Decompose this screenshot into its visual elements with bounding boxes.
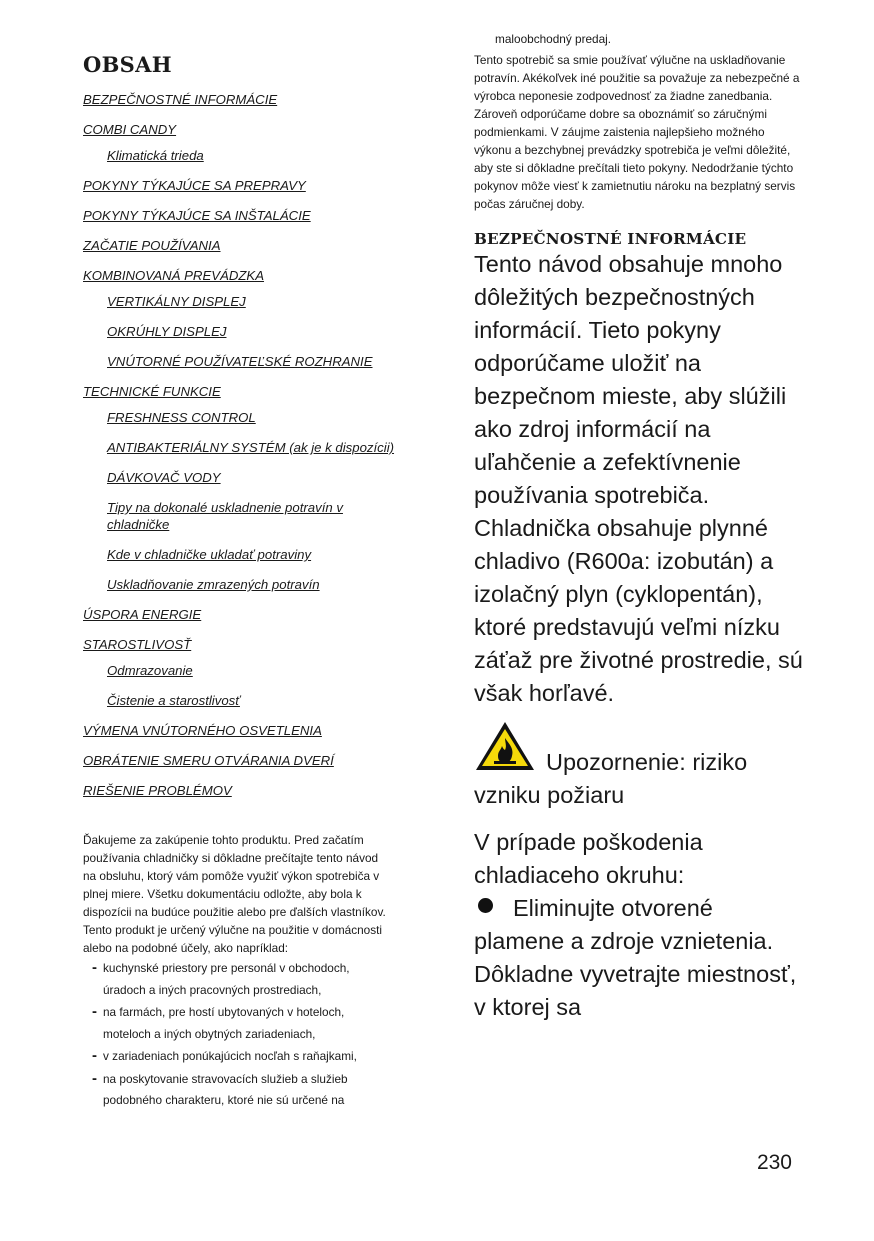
table-of-contents [83, 91, 413, 799]
list-item [83, 1069, 393, 1112]
safety-paragraph: Tento návod obsahuje mnoho dôležitých bezpečnostných informácií. Tieto pokyny odporúčame uložiť na bezpečnom mieste, aby slúžili ako zdroj informácií na uľahčenie a zefektívnenie používania spotrebiča. [474, 251, 787, 508]
dash-bullet-icon: - [92, 1047, 97, 1064]
usage-paragraph [474, 51, 804, 213]
toc-subitem[interactable]: Čistenie a starostlivosť [107, 693, 240, 708]
refrigerant-paragraph: Chladnička obsahuje plynné chladivo (R600a: izobután) a izolačný plyn (cyklopentán), ktoré predstavujú veľmi nízku záťaž pre životné prostredie, sú však horľavé. [474, 515, 803, 706]
toc-subitem[interactable]: VNÚTORNÉ POUŽÍVATEĽSKÉ ROZHRANIE [107, 354, 373, 369]
list-item [83, 1002, 393, 1045]
damage-intro: V prípade poškodenia chladiaceho okruhu: [474, 829, 703, 888]
toc-item[interactable]: POKYNY TÝKAJÚCE SA INŠTALÁCIE [83, 208, 311, 223]
toc-item[interactable]: KOMBINOVANÁ PREVÁDZKA [83, 268, 265, 283]
toc-item[interactable]: OBRÁTENIE SMERU OTVÁRANIA DVERÍ [83, 753, 334, 768]
section-heading: BEZPEČNOSTNÉ INFORMÁCIE [474, 230, 747, 248]
toc-item[interactable]: STAROSTLIVOSŤ [83, 637, 192, 652]
toc-item[interactable]: ZAČATIE POUŽÍVANIA [83, 238, 221, 253]
list-item-text: na farmách, pre hostí ubytovaných v hoteloch, moteloch a iných obytných zariadeniach, [103, 1005, 345, 1041]
toc-item[interactable]: COMBI CANDY [83, 122, 177, 137]
list-item-text: kuchynské priestory pre personál v obchodoch, úradoch a iných pracovných prostrediach, [103, 961, 350, 997]
warning-title-continued: vzniku požiaru [474, 782, 625, 808]
usage-text: Tento spotrebič sa smie používať výlučne na uskladňovanie potravín. Akékoľvek iné použitie sa považuje za nebezpečné a výrobca neponesie zodpovednosť za žiadne zanedbania. Zároveň odporúčame dobre sa oboznámiť so záručnými podmienkami. V záujme zaistenia najlepšieho možného výkonu a bezchybnej prevádzky spotrebiča je veľmi dôležité, aby ste si dôkladne prečítali tieto pokyny. Nedodržanie týchto pokynov môže viesť k zamietnutiu nároku na bezplatný servis počas záručnej doby. [474, 53, 800, 211]
toc-subitem[interactable]: ANTIBAKTERIÁLNY SYSTÉM (ak je k dispozícii) [107, 440, 395, 455]
list-item-text: na poskytovanie stravovacích služieb a služieb podobného charakteru, ktoré nie sú určené na [103, 1071, 348, 1107]
toc-subitem[interactable]: DÁVKOVAČ VODY [107, 470, 221, 485]
warning-title: Upozornenie: riziko [546, 749, 748, 775]
list-item [83, 1046, 393, 1068]
fire-warning [474, 720, 804, 812]
usage-list [83, 958, 388, 1112]
list-item [83, 958, 393, 1001]
list-item-text: v zariadeniach ponúkajúcich nocľah s raňajkami, [103, 1049, 357, 1063]
dash-bullet-icon: - [92, 1003, 97, 1020]
toc-subitem[interactable]: VERTIKÁLNY DISPLEJ [107, 294, 246, 309]
toc-subitem[interactable]: Uskladňovanie zmrazených potravín [107, 577, 320, 592]
toc-item[interactable]: BEZPEČNOSTNÉ INFORMÁCIE [83, 92, 278, 107]
toc-subitem[interactable]: OKRÚHLY DISPLEJ [107, 324, 227, 339]
toc-item[interactable]: RIEŠENIE PROBLÉMOV [83, 783, 232, 798]
damage-bullet [474, 892, 804, 1024]
continuation-text: maloobchodný predaj. [495, 32, 612, 46]
flammable-warning-icon [474, 720, 536, 772]
toc-subitem[interactable]: FRESHNESS CONTROL [107, 410, 256, 425]
toc-subitem[interactable]: Klimatická trieda [107, 148, 204, 163]
toc-subitem[interactable]: Tipy na dokonalé uskladnenie potravín v chladničke [107, 500, 343, 532]
intro-text: Ďakujeme za zakúpenie tohto produktu. Pred začatím používania chladničky si dôkladne prečítajte tento návod na obsluhu, ktorý vám pomôže využiť výkon spotrebiča v plnej miere. Všetku dokumentáciu odložte, aby bola k dispozícii na budúce použitie alebo pre ďalších vlastníkov. Tento produkt je určený výlučne na použitie v domácnosti alebo na podobné účely, ako napríklad: [83, 833, 386, 955]
left-column [83, 52, 413, 1113]
toc-subitem[interactable]: Odmrazovanie [107, 663, 193, 678]
toc-item[interactable]: ÚSPORA ENERGIE [83, 607, 202, 622]
damage-bullet-text: Eliminujte otvorené plamene a zdroje vznietenia. Dôkladne vyvetrajte miestnosť, v ktorej sa [474, 895, 797, 1020]
toc-item[interactable]: POKYNY TÝKAJÚCE SA PREPRAVY [83, 178, 306, 193]
toc-heading: OBSAH [83, 52, 172, 77]
dash-bullet-icon: - [92, 1069, 97, 1087]
right-column [474, 30, 804, 1024]
bullet-dot-icon [478, 898, 493, 913]
page-number: 230 [756, 1151, 792, 1174]
toc-subitem[interactable]: Kde v chladničke ukladať potraviny [107, 547, 312, 562]
intro-section [83, 831, 388, 1112]
toc-item[interactable]: TECHNICKÉ FUNKCIE [83, 384, 221, 399]
dash-bullet-icon: - [92, 959, 97, 976]
toc-item[interactable]: VÝMENA VNÚTORNÉHO OSVETLENIA [83, 723, 322, 738]
